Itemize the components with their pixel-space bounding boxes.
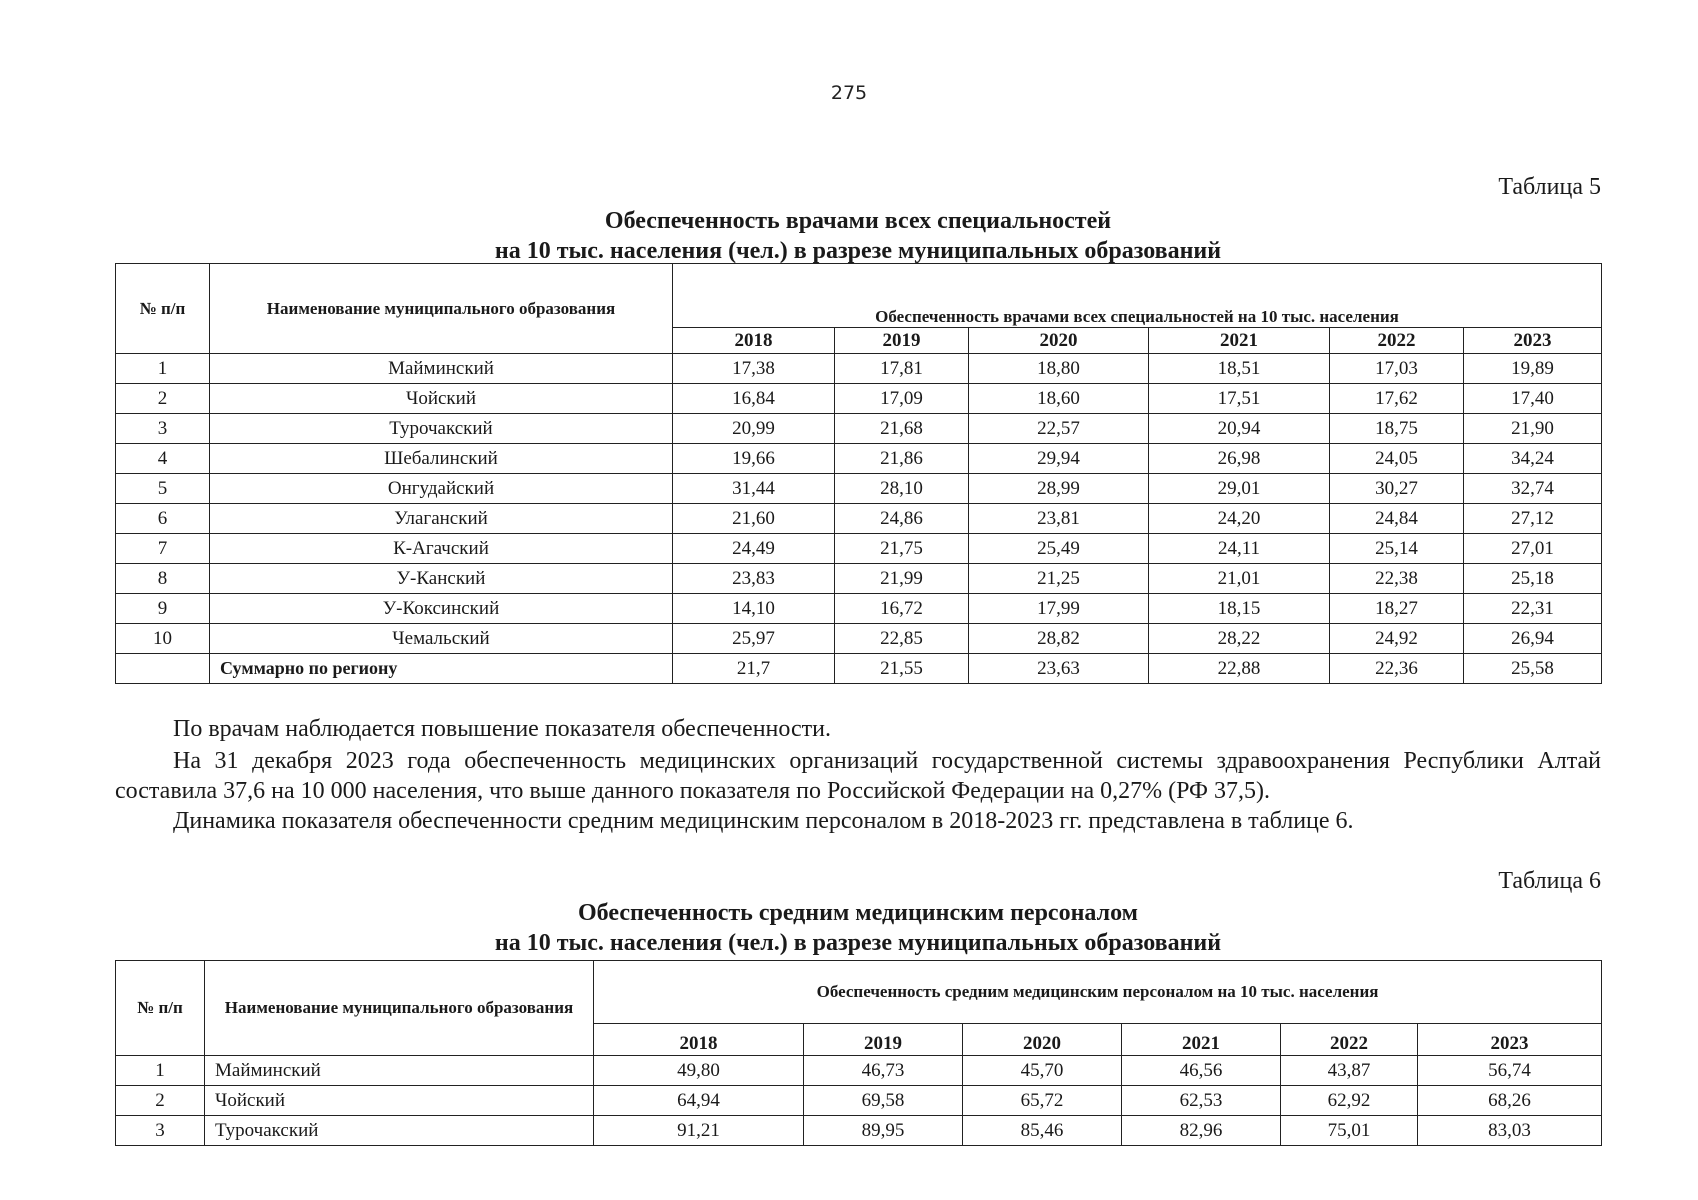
value-cell: 17,99 xyxy=(969,594,1149,624)
value-cell: 25,14 xyxy=(1330,534,1464,564)
total-value-cell: 23,63 xyxy=(969,654,1149,684)
municipality-name: Майминский xyxy=(205,1056,594,1086)
row-number: 3 xyxy=(116,1116,205,1146)
value-cell: 89,95 xyxy=(804,1116,963,1146)
table6-header-year: 2022 xyxy=(1281,1024,1418,1056)
value-cell: 25,49 xyxy=(969,534,1149,564)
value-cell: 23,83 xyxy=(673,564,835,594)
row-number: 3 xyxy=(116,414,210,444)
table6-label: Таблица 6 xyxy=(1498,868,1601,894)
value-cell: 20,94 xyxy=(1149,414,1330,444)
row-number-empty xyxy=(116,654,210,684)
value-cell: 18,75 xyxy=(1330,414,1464,444)
municipality-name: Турочакский xyxy=(210,414,673,444)
row-number: 4 xyxy=(116,444,210,474)
value-cell: 18,15 xyxy=(1149,594,1330,624)
total-value-cell: 21,55 xyxy=(835,654,969,684)
table-row xyxy=(116,414,1602,444)
value-cell: 34,24 xyxy=(1464,444,1602,474)
table5-header-year: 2019 xyxy=(835,328,969,354)
value-cell: 27,12 xyxy=(1464,504,1602,534)
value-cell: 56,74 xyxy=(1418,1056,1602,1086)
table-row xyxy=(116,474,1602,504)
value-cell: 24,49 xyxy=(673,534,835,564)
municipality-name: Чойский xyxy=(205,1086,594,1116)
table-row xyxy=(116,444,1602,474)
total-value-cell: 22,88 xyxy=(1149,654,1330,684)
value-cell: 24,92 xyxy=(1330,624,1464,654)
total-label: Суммарно по региону xyxy=(210,654,673,684)
municipality-name: Онгудайский xyxy=(210,474,673,504)
table6-title-line2: на 10 тыс. населения (чел.) в разрезе муниципальных образований xyxy=(494,930,1222,956)
value-cell: 17,62 xyxy=(1330,384,1464,414)
table5 xyxy=(115,263,1602,684)
municipality-name: Турочакский xyxy=(205,1116,594,1146)
table5-title-line2: на 10 тыс. населения (чел.) в разрезе муниципальных образований xyxy=(494,238,1222,264)
value-cell: 21,99 xyxy=(835,564,969,594)
value-cell: 20,99 xyxy=(673,414,835,444)
table-row xyxy=(116,594,1602,624)
table-row xyxy=(116,1056,1602,1086)
table5-label: Таблица 5 xyxy=(1498,174,1601,200)
table-row xyxy=(116,534,1602,564)
value-cell: 24,20 xyxy=(1149,504,1330,534)
table6-header-group: Обеспеченность средним медицинским персоналом на 10 тыс. населения xyxy=(594,961,1602,1024)
value-cell: 31,44 xyxy=(673,474,835,504)
paragraph-1: По врачам наблюдается повышение показателя обеспеченности. xyxy=(173,716,831,742)
value-cell: 17,38 xyxy=(673,354,835,384)
value-cell: 26,98 xyxy=(1149,444,1330,474)
value-cell: 21,25 xyxy=(969,564,1149,594)
table5-header-year: 2021 xyxy=(1149,328,1330,354)
value-cell: 24,11 xyxy=(1149,534,1330,564)
total-value-cell: 22,36 xyxy=(1330,654,1464,684)
value-cell: 21,60 xyxy=(673,504,835,534)
table-row xyxy=(116,624,1602,654)
table6-header-name: Наименование муниципального образования xyxy=(205,961,594,1056)
row-number: 6 xyxy=(116,504,210,534)
page-number: 275 xyxy=(830,82,868,104)
row-number: 2 xyxy=(116,1086,205,1116)
value-cell: 28,82 xyxy=(969,624,1149,654)
table-row xyxy=(116,1116,1602,1146)
municipality-name: К-Агачский xyxy=(210,534,673,564)
total-value-cell: 21,7 xyxy=(673,654,835,684)
row-number: 8 xyxy=(116,564,210,594)
value-cell: 18,60 xyxy=(969,384,1149,414)
table-row xyxy=(116,564,1602,594)
value-cell: 22,38 xyxy=(1330,564,1464,594)
paragraph-3: Динамика показателя обеспеченности средним медицинским персоналом в 2018-2023 гг. представлена в таблице 6. xyxy=(173,808,1354,834)
table5-title-line1: Обеспеченность врачами всех специальностей xyxy=(604,208,1112,234)
value-cell: 25,18 xyxy=(1464,564,1602,594)
value-cell: 64,94 xyxy=(594,1086,804,1116)
value-cell: 22,31 xyxy=(1464,594,1602,624)
value-cell: 18,27 xyxy=(1330,594,1464,624)
value-cell: 24,86 xyxy=(835,504,969,534)
value-cell: 43,87 xyxy=(1281,1056,1418,1086)
value-cell: 17,51 xyxy=(1149,384,1330,414)
table6-header-year: 2019 xyxy=(804,1024,963,1056)
table6-title-line1: Обеспеченность средним медицинским персоналом xyxy=(578,900,1138,926)
value-cell: 83,03 xyxy=(1418,1116,1602,1146)
table6-header-year: 2020 xyxy=(963,1024,1122,1056)
table5-header-group: Обеспеченность врачами всех специальностей на 10 тыс. населения xyxy=(673,264,1602,328)
paragraph-2: На 31 декабря 2023 года обеспеченность медицинских организаций государственной системы здравоохранения Республики Алтай составила 37,6 на 10 000 населения, что выше данного показателя по Российской Федерации на 0,27% (РФ 37,5). xyxy=(115,748,1601,804)
value-cell: 75,01 xyxy=(1281,1116,1418,1146)
value-cell: 85,46 xyxy=(963,1116,1122,1146)
municipality-name: Улаганский xyxy=(210,504,673,534)
table-row xyxy=(116,384,1602,414)
value-cell: 19,89 xyxy=(1464,354,1602,384)
value-cell: 49,80 xyxy=(594,1056,804,1086)
table5-header-year: 2023 xyxy=(1464,328,1602,354)
value-cell: 69,58 xyxy=(804,1086,963,1116)
value-cell: 29,01 xyxy=(1149,474,1330,504)
table6-header-year: 2021 xyxy=(1122,1024,1281,1056)
value-cell: 29,94 xyxy=(969,444,1149,474)
row-number: 2 xyxy=(116,384,210,414)
table5-header-name: Наименование муниципального образования xyxy=(210,264,673,354)
table6-body xyxy=(116,1056,1602,1146)
table5-header-num: № п/п xyxy=(116,264,210,354)
municipality-name: Чойский xyxy=(210,384,673,414)
value-cell: 22,57 xyxy=(969,414,1149,444)
value-cell: 24,05 xyxy=(1330,444,1464,474)
value-cell: 82,96 xyxy=(1122,1116,1281,1146)
value-cell: 62,53 xyxy=(1122,1086,1281,1116)
value-cell: 24,84 xyxy=(1330,504,1464,534)
table6-header-year: 2018 xyxy=(594,1024,804,1056)
value-cell: 22,85 xyxy=(835,624,969,654)
table-row-total xyxy=(116,654,1602,684)
municipality-name: Майминский xyxy=(210,354,673,384)
value-cell: 28,99 xyxy=(969,474,1149,504)
value-cell: 18,80 xyxy=(969,354,1149,384)
value-cell: 21,01 xyxy=(1149,564,1330,594)
value-cell: 17,81 xyxy=(835,354,969,384)
municipality-name: Шебалинский xyxy=(210,444,673,474)
value-cell: 19,66 xyxy=(673,444,835,474)
value-cell: 23,81 xyxy=(969,504,1149,534)
municipality-name: У-Канский xyxy=(210,564,673,594)
table6-header-year: 2023 xyxy=(1418,1024,1602,1056)
table6-header-num: № п/п xyxy=(116,961,205,1056)
row-number: 9 xyxy=(116,594,210,624)
value-cell: 25,97 xyxy=(673,624,835,654)
total-value-cell: 25,58 xyxy=(1464,654,1602,684)
value-cell: 32,74 xyxy=(1464,474,1602,504)
value-cell: 45,70 xyxy=(963,1056,1122,1086)
value-cell: 17,03 xyxy=(1330,354,1464,384)
table-row xyxy=(116,504,1602,534)
value-cell: 46,73 xyxy=(804,1056,963,1086)
value-cell: 27,01 xyxy=(1464,534,1602,564)
table-row xyxy=(116,354,1602,384)
value-cell: 26,94 xyxy=(1464,624,1602,654)
value-cell: 14,10 xyxy=(673,594,835,624)
table5-header-year: 2022 xyxy=(1330,328,1464,354)
municipality-name: У-Коксинский xyxy=(210,594,673,624)
row-number: 10 xyxy=(116,624,210,654)
row-number: 5 xyxy=(116,474,210,504)
value-cell: 62,92 xyxy=(1281,1086,1418,1116)
value-cell: 28,22 xyxy=(1149,624,1330,654)
value-cell: 28,10 xyxy=(835,474,969,504)
value-cell: 18,51 xyxy=(1149,354,1330,384)
value-cell: 21,68 xyxy=(835,414,969,444)
municipality-name: Чемальский xyxy=(210,624,673,654)
value-cell: 65,72 xyxy=(963,1086,1122,1116)
value-cell: 16,72 xyxy=(835,594,969,624)
value-cell: 30,27 xyxy=(1330,474,1464,504)
table5-header-year: 2018 xyxy=(673,328,835,354)
table6 xyxy=(115,960,1602,1146)
table5-body xyxy=(116,354,1602,684)
row-number: 7 xyxy=(116,534,210,564)
row-number: 1 xyxy=(116,354,210,384)
value-cell: 91,21 xyxy=(594,1116,804,1146)
table5-title xyxy=(115,206,1601,266)
value-cell: 17,09 xyxy=(835,384,969,414)
value-cell: 21,90 xyxy=(1464,414,1602,444)
value-cell: 16,84 xyxy=(673,384,835,414)
table5-header-year: 2020 xyxy=(969,328,1149,354)
table6-title xyxy=(115,898,1601,958)
value-cell: 17,40 xyxy=(1464,384,1602,414)
table-row xyxy=(116,1086,1602,1116)
value-cell: 68,26 xyxy=(1418,1086,1602,1116)
row-number: 1 xyxy=(116,1056,205,1086)
value-cell: 21,75 xyxy=(835,534,969,564)
value-cell: 21,86 xyxy=(835,444,969,474)
value-cell: 46,56 xyxy=(1122,1056,1281,1086)
